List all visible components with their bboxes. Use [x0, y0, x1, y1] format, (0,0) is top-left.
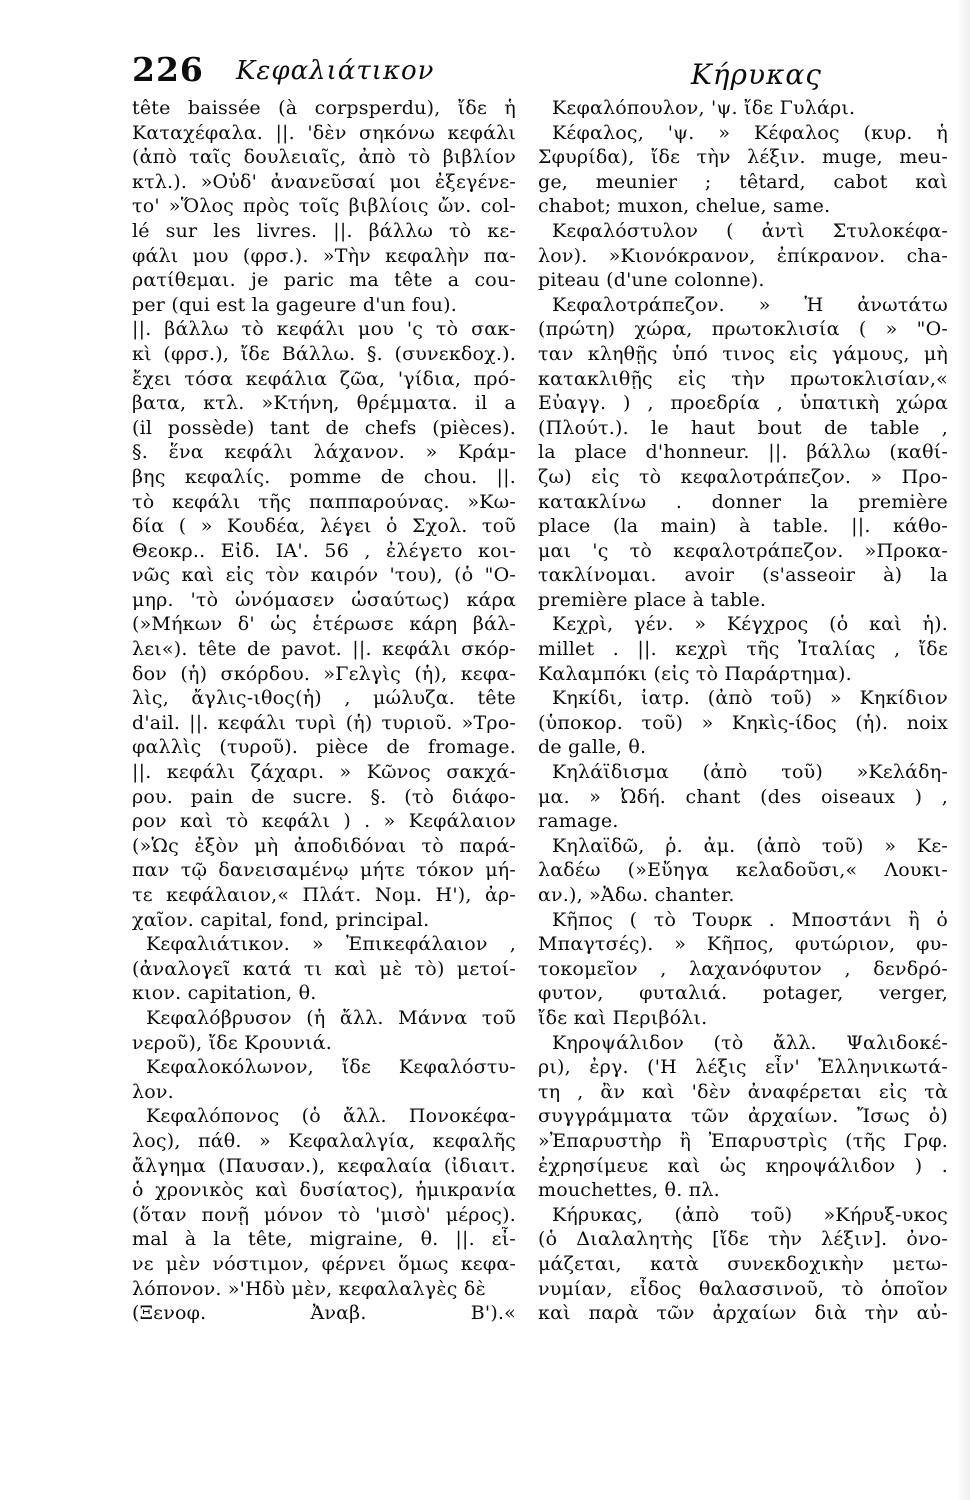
page-edge-shading — [956, 0, 970, 1500]
text-line: ||. κεφάλι ζάχαρι. » Κῶνος σακχά- — [132, 761, 516, 784]
text-line: ρατίθεμαι. je paric ma tête a cou- — [132, 269, 516, 292]
text-line: κατακλίνω . donner la première — [538, 490, 948, 513]
text-line: μηρ. 'τὸ ὠνόμασεν ὡσαύτως) κάρα — [132, 588, 516, 611]
text-line: λον). »Κιονόκρανον, ἐπίκρανον. cha- — [538, 244, 948, 267]
text-line: ρον καὶ τὸ κεφάλι ) . » Κεφάλαιον — [132, 810, 516, 833]
text-line: τη , ἂν καὶ 'δὲν ἀναφέρεται εἰς τὰ — [538, 1080, 948, 1103]
text-line: ramage. — [538, 810, 619, 833]
text-line: lé sur les livres. ||. βάλλω τὸ κε- — [132, 219, 516, 242]
text-line: νε μὲν νόστιμον, φέρνει ὅμως κεφα- — [132, 1252, 516, 1275]
left-running-head: Κεφαλιάτικον — [236, 56, 435, 86]
text-line: μάζεται, κατὰ συνεκδοχικὴν μετω- — [538, 1252, 948, 1275]
text-line: (ὁ Διαλαλητὴς [ἴδε τὴν λέξιν]. ὀνο- — [538, 1228, 948, 1251]
text-line: φαλλὶς (τυροῦ). pièce de fromage. — [132, 736, 516, 759]
text-line: (Πλούτ.). le haut bout de table , — [538, 416, 948, 439]
text-line: παν τῷ δανεισαμένῳ μήτε τόκον μή- — [132, 859, 516, 882]
text-line: βατα, κτλ. »Κτήνη, θρέμματα. il a — [132, 392, 516, 415]
page-header — [0, 0, 970, 100]
text-line: δία ( » Κουδέα, λέγει ὁ Σχολ. τοῦ — [132, 515, 516, 538]
text-line: Κεφαλόστυλον ( ἀντὶ Στυλοκέφα- — [552, 219, 948, 242]
text-line: αν.), »Ἀδω. chanter. — [538, 884, 735, 906]
text-line: τοκομεῖον , λαχανόφυτον , δενδρό- — [538, 957, 948, 980]
text-line: piteau (d'une colonne). — [538, 269, 765, 292]
text-line: φάλι μου (φρσ.). »Τὴν κεφαλὴν πα- — [132, 244, 516, 267]
text-line: φυτον, φυταλιά. potager, verger, — [538, 982, 948, 1005]
text-line: νεροῦ), ἴδε Κρουνιά. — [132, 1031, 333, 1054]
text-line: νῶς καὶ εἰς τὸν καιρόν 'του), (ὁ "Ο- — [132, 564, 516, 587]
text-line: mouchettes, θ. πλ. — [538, 1179, 720, 1202]
text-line: Καλαμπόκι (εἰς τὸ Παράρτημα). — [538, 662, 852, 685]
text-line: Κεχρὶ, γέν. » Κέγχρος (ὁ καὶ ἡ). — [552, 613, 948, 636]
text-line: »Ἐπαρυστὴρ ἢ Ἐπαρυστρὶς (τῆς Γρφ. — [538, 1129, 948, 1152]
text-line: συγγράμματα τῶν ἀρχαίων. Ἴσως ὁ) — [538, 1105, 948, 1128]
text-line: de galle, θ. — [538, 736, 647, 759]
text-line: ἄλγημα (Παυσαν.), κεφαλαία (ἰδιαιτ. — [132, 1154, 516, 1177]
text-line: ||. βάλλω τὸ κεφάλι μου 'ς τὸ σακ- — [132, 318, 516, 341]
text-line: Κεφαλόπονος (ὁ ἄλλ. Πονοκέφα- — [146, 1105, 516, 1128]
text-line: νυμίαν, εἶδος θαλασσινοῦ, τὸ ὁποῖον — [538, 1277, 948, 1300]
text-line: (ἀπὸ ταῖς δουλειαῖς, ἀπὸ τὸ βιβλίον — [132, 146, 516, 169]
text-line: (πρώτη) χώρα, πρωτοκλισία ( » "Ο- — [538, 318, 948, 341]
text-line: ρι), ἐργ. ('Η λέξις εἶν' Ἑλληνικωτά- — [538, 1056, 948, 1079]
text-line: λόπονον. »'Ηδὺ μὲν, κεφαλαλγὲς δὲ — [132, 1277, 486, 1300]
text-line: place (la main) à table. ||. κάθο- — [538, 515, 948, 538]
text-line: (il possède) tant de chefs (pièces). — [132, 416, 516, 439]
text-line: mal à la tête, migraine, θ. ||. εἶ- — [132, 1228, 516, 1251]
text-line: ρου. pain de sucre. §. (τὸ διάφο- — [132, 785, 516, 808]
text-line: Καταχέφαλα. ||. 'δὲν σηκόνω κεφάλι — [132, 121, 516, 144]
text-line: τακλίνομαι. avoir (s'asseoir à) la — [538, 564, 948, 587]
text-line: τὸ κεφάλι τῆς παππαρούνας. »Κω- — [132, 490, 516, 513]
text-line: Εὐαγγ. ) , προεδρία , ὑπατικὴ χώρα — [538, 392, 948, 415]
text-line: το' »Ὅλος πρὸς τοῖς βιβλίοις ὤν. col- — [132, 195, 516, 218]
text-line: tête baissée (à corpsperdu), ἴδε ἡ — [132, 97, 516, 119]
right-running-head: Κήρυκας — [690, 58, 822, 91]
text-line: ζω) εἰς τὸ κεφαλοτράπεζον. » Προ- — [538, 465, 948, 488]
text-line: Μπαγτσές). » Κῆπος, φυτώριον, φυ- — [538, 933, 948, 956]
text-line: λει«). tête de pavot. ||. κεφάλι σκόρ- — [132, 638, 516, 661]
text-line: τε κεφάλαιον,« Πλάτ. Νομ. Η'), ἀρ- — [132, 884, 516, 906]
text-line: λὶς, ἄγλις-ιθος(ἡ) , μώλυζα. tête — [132, 687, 516, 710]
page-number: 226 — [132, 50, 204, 89]
text-line: ἐχρησίμευε καὶ ὡς κηροψάλιδον ) . — [538, 1154, 948, 1177]
text-line: d'ail. ||. κεφάλι τυρὶ (ἡ) τυριοῦ. »Τρο- — [132, 711, 516, 734]
text-line: Κεφαλόπουλον, 'ψ. ἴδε Γυλάρι. — [552, 97, 856, 119]
text-line: καὶ παρὰ τῶν ἀρχαίων διὰ τὴν αὐ- — [538, 1302, 948, 1325]
text-line: κατακλιθῇς εἰς τὴν πρωτοκλισίαν,« — [538, 367, 948, 390]
text-line: §. ἕνα κεφάλι λάχανον. » Κράμ- — [132, 441, 516, 464]
text-line: chabot; muxon, chelue, same. — [538, 195, 831, 218]
text-line: δον (ἡ) σκόρδου. »Γελγὶς (ἡ), κεφα- — [132, 662, 516, 685]
text-line: Κηκίδι, ἰατρ. (ἀπὸ τοῦ) » Κηκίδιον — [552, 687, 948, 710]
text-line: ἴδε καὶ Περιβόλι. — [538, 1006, 708, 1029]
text-line: λος), πάθ. » Κεφαλαλγία, κεφαλῆς — [132, 1129, 516, 1152]
text-line: κὶ (φρσ.), ἴδε Βάλλω. §. (συνεκδοχ.). — [132, 342, 516, 365]
left-column — [132, 96, 516, 1326]
text-line: Κεφαλιάτικον. » Ἐπικεφάλαιον , — [146, 933, 516, 956]
text-line: λον. — [132, 1080, 174, 1103]
text-line: κτλ.). »Οὐδ' ἀνανεῦσαί μοι ἐξεγένε- — [132, 170, 516, 193]
text-line: Κηλαϊδῶ, ῥ. ἀμ. (ἀπὸ τοῦ) » Κε- — [552, 834, 948, 857]
text-line: (ὑποκορ. τοῦ) » Κηκὶς-ίδος (ἡ). noix — [538, 711, 948, 734]
text-line: ἔχει τόσα κεφάλια ζῶα, 'γίδια, πρό- — [132, 367, 516, 390]
text-line: Κηλάϊδισμα (ἀπὸ τοῦ) »Κελάδη- — [552, 761, 948, 784]
text-line: ge, meunier ; têtard, cabot καὶ — [538, 170, 948, 193]
text-line: (Ξενοφ. Ἀναβ. Β').« — [132, 1302, 516, 1325]
text-line: Κεφαλοτράπεζον. » Ἡ ἀνωτάτω — [552, 293, 948, 316]
text-line: κιον. capitation, θ. — [132, 982, 317, 1005]
text-line: (»Ὡς ἐξὸν μὴ ἀποδιδόναι τὸ παρά- — [132, 834, 516, 857]
text-line: Κηροψάλιδον (τὸ ἄλλ. Ψαλιδοκέ- — [552, 1031, 948, 1054]
text-line: (»Μήκων δ' ὡς ἑτέρωσε κάρη βάλ- — [132, 613, 516, 636]
text-line: Κεφαλόβρυσον (ἡ ἄλλ. Μάννα τοῦ — [146, 1006, 516, 1029]
text-line: ὁ χρονικὸς καὶ δυσίατος), ἡμικρανία — [132, 1179, 516, 1202]
text-line: λαδέω (»Εὔηγα κελαδοῦσι,« Λουκι- — [538, 859, 948, 882]
text-line: ταν κληθῇς ὑπό τινος εἰς γάμους, μὴ — [538, 342, 948, 365]
text-line: (ἀναλογεῖ κατά τι καὶ μὲ τὸ) μετοί- — [132, 957, 516, 980]
right-column — [538, 96, 948, 1326]
text-line: Κέφαλος, 'ψ. » Κέφαλος (κυρ. ἡ — [552, 121, 948, 144]
text-line: χαῖον. capital, fond, principal. — [132, 908, 430, 931]
text-line: (ὅταν πονῇ μόνον τὸ 'μισὸ' μέρος). — [132, 1203, 516, 1226]
text-line: la place d'honneur. ||. βάλλω (καθί- — [538, 441, 948, 464]
text-line: Κῆπος ( τὸ Τουρκ . Μποστάνι ἢ ὁ — [552, 908, 948, 931]
text-line: Κεφαλοκόλωνον, ἴδε Κεφαλόστυ- — [146, 1056, 516, 1079]
text-line: βης κεφαλίς. pomme de chou. ||. — [132, 465, 516, 488]
text-line: Θεοκρ.. Εἰδ. ΙΑ'. 56 , ἐλέγετο κοι- — [132, 539, 516, 562]
text-line: μα. » Ὠδή. chant (des oiseaux ) , — [538, 785, 948, 808]
text-line: Κήρυκας, (ἀπὸ τοῦ) »Κήρυξ-υκος — [552, 1203, 948, 1226]
text-line: millet . ||. κεχρὶ τῆς Ἰταλίας , ἴδε — [538, 638, 948, 661]
text-line: per (qui est la gageure d'un fou). — [132, 293, 457, 316]
text-line: première place à table. — [538, 588, 767, 611]
text-line: Σφυρίδα), ἴδε τὴν λέξιν. muge, meu- — [538, 146, 948, 169]
text-line: μαι 'ς τὸ κεφαλοτράπεζον. »Προκα- — [538, 539, 948, 562]
